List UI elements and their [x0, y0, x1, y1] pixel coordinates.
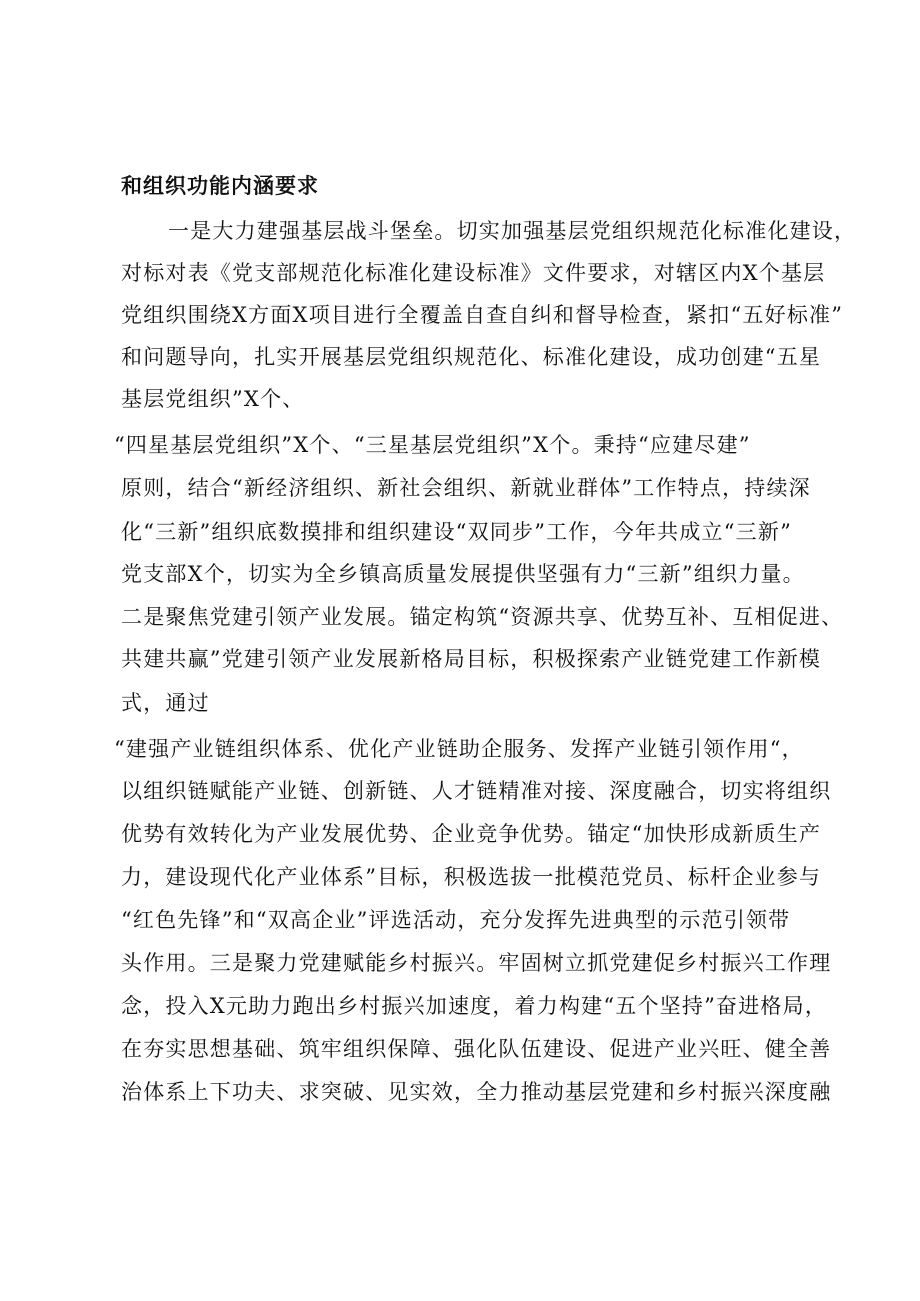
paragraph-line: 党组织围绕X方面X项目进行全覆盖自查自纠和督导检查，紧扣“五好标准”: [121, 303, 844, 327]
paragraph-line: 式，通过: [121, 691, 210, 715]
paragraph-line: “红色先锋”和“双高企业”评选活动，充分发挥先进典型的示范引领带: [121, 908, 791, 932]
section-heading: 和组织功能内涵要求: [121, 173, 319, 198]
paragraph-line: 对标对表《党支部规范化标准化建设标准》文件要求，对辖区内X个基层: [121, 261, 826, 285]
paragraph-line: 优势有效转化为产业发展优势、企业竞争优势。锚定“加快形成新质生产: [121, 822, 822, 846]
paragraph-line: 和问题导向，扎实开展基层党组织规范化、标准化建设，成功创建“五星: [121, 345, 822, 369]
paragraph-line: 一是大力建强基层战斗堡垒。切实加强基层党组织规范化标准化建设，: [168, 219, 857, 243]
paragraph-line: “建强产业链组织体系、优化产业链助企服务、发挥产业链引领作用“，: [114, 737, 804, 761]
paragraph-line: 在夯实思想基础、筑牢组织保障、强化队伍建设、促进产业兴旺、健全善: [121, 1037, 832, 1061]
paragraph-line: 原则，结合“新经济组织、新社会组织、新就业群体”工作特点，持续深: [121, 476, 811, 500]
paragraph-line: 化“三新”组织底数摸排和组织建设“双同步”工作，今年共成立“三新”: [121, 520, 793, 544]
paragraph-line: 念，投入X元助力跑出乡村振兴加速度，着力构建“五个坚持”奋进格局，: [121, 994, 828, 1018]
paragraph-line: 党支部X个，切实为全乡镇高质量发展提供坚强有力“三新”组织力量。: [121, 562, 805, 586]
paragraph-line: 力，建设现代化产业体系”目标，积极选拔一批模范党员、标杆企业参与: [121, 865, 822, 889]
paragraph-line: 治体系上下功夫、求突破、见实效，全力推动基层党建和乡村振兴深度融: [121, 1080, 832, 1104]
paragraph-line: “四星基层党组织”X个、“三星基层党组织”X个。秉持“应建尽建”: [114, 433, 751, 457]
paragraph-line: 二是聚焦党建引领产业发展。锚定构筑“资源共享、优势互补、互相促进、: [121, 605, 844, 629]
paragraph-line: 共建共赢”党建引领产业发展新格局目标，积极探索产业链党建工作新模: [121, 647, 822, 671]
paragraph-line: 头作用。三是聚力党建赋能乡村振兴。牢固树立抓党建促乡村振兴工作理: [121, 951, 832, 975]
paragraph-line: 基层党组织”X个、: [121, 387, 305, 411]
paragraph-line: 以组织链赋能产业链、创新链、人才链精准对接、深度融合，切实将组织: [121, 779, 832, 803]
